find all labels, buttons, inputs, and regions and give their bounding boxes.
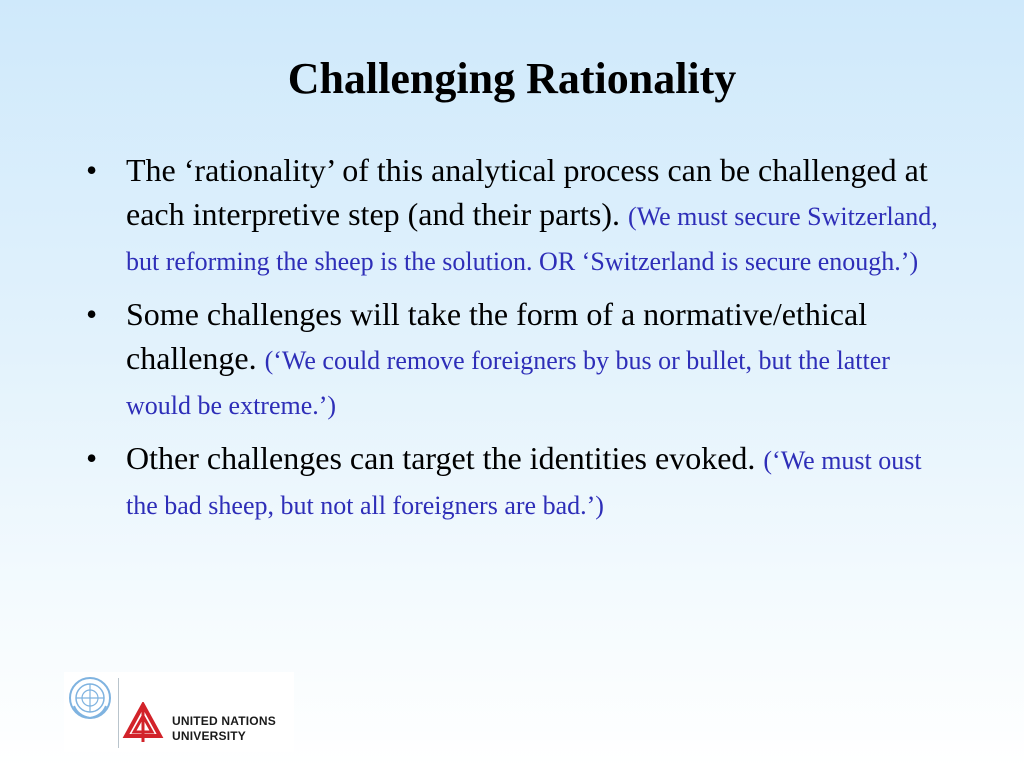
bullet-dot-icon: • <box>86 152 98 188</box>
bullet-example: (‘We could remove foreigners by bus or bullet, but the latter would be extreme.’) <box>126 346 890 420</box>
bullet-list <box>80 148 950 536</box>
unu-logo <box>64 672 294 752</box>
bullet-text: Other challenges can target the identities evoked. <box>126 440 764 476</box>
logo-text <box>172 714 276 744</box>
bullet-item <box>80 148 950 282</box>
logo-text-line1: UNITED NATIONS <box>172 714 276 728</box>
bullet-text: Some challenges will take the form of a normative/ethical challenge. <box>126 296 868 376</box>
un-emblem-icon <box>68 676 112 720</box>
slide-title: Challenging Rationality <box>287 54 737 103</box>
logo-divider <box>118 678 119 748</box>
bullet-item <box>80 436 950 526</box>
bullet-example: (‘We must oust the bad sheep, but not all foreigners are bad.’) <box>126 446 922 520</box>
logo-text-line2: UNIVERSITY <box>172 729 247 743</box>
bullet-text: The ‘rationality’ of this analytical process can be challenged at each interpretive step (and their parts). <box>126 152 928 232</box>
bullet-dot-icon: • <box>86 296 98 332</box>
unu-logo-icon <box>122 702 164 746</box>
bullet-dot-icon: • <box>86 440 98 476</box>
bullet-item <box>80 292 950 426</box>
bullet-example: (We must secure Switzerland, but reforming the sheep is the solution. OR ‘Switzerland is secure enough.’) <box>126 202 938 276</box>
